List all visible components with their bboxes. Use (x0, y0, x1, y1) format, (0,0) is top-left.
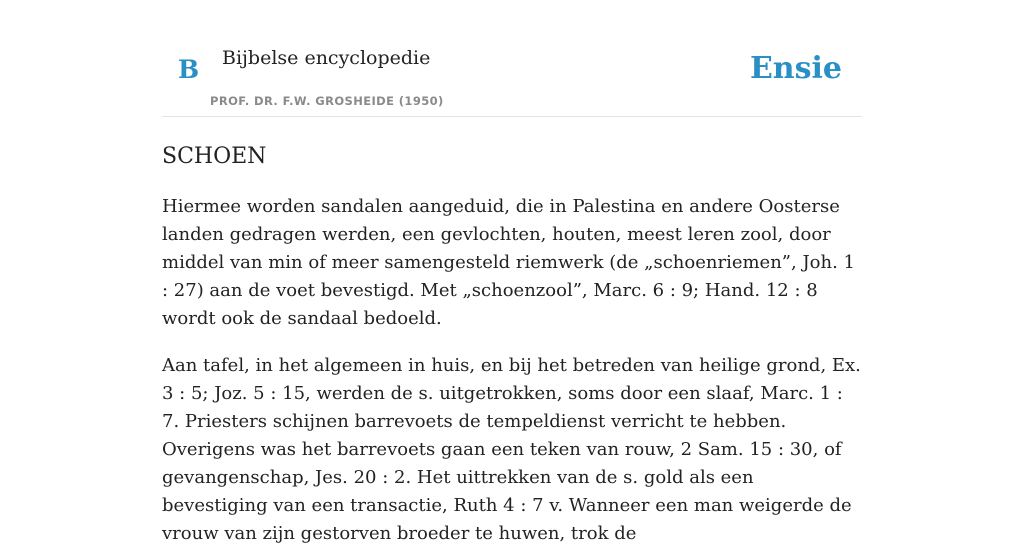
book-logo-icon[interactable]: B (178, 55, 200, 84)
ensie-brand-link[interactable]: Ensie (749, 51, 842, 86)
entry-paragraph: Hiermee worden sandalen aangeduid, die in Palestina en andere Oosterse landen gedragen werden, een gevlochten, houten, meest leren zool, door middel van min of meer samengesteld riemwerk (de „schoenriemen”, Joh. 1 : 27) aan de voet bevestigd. Met „schoenzool”, Marc. 6 : 9; Hand. 12 : 8 wordt ook de sandaal bedoeld. (162, 196, 855, 329)
page-container (162, 0, 862, 548)
entry-body (162, 193, 862, 548)
entry-paragraph: Aan tafel, in het algemeen in huis, en bij het betreden van heilige grond, Ex. 3 : 5; Joz. 5 : 15, werden de s. uitgetrokken, soms door een slaaf, Marc. 1 : 7. Priesters schijnen barrevoets de tempeldienst verricht te hebben. Overigens was het barrevoets gaan een teken van rouw, 2 Sam. 15 : 30, of gevangenschap, Jes. 20 : 2. Het uittrekken van de s. gold als een bevestiging van een transactie, Ruth 4 : 7 v. Wanneer een man weigerde de vrouw van zijn gestorven broeder te huwen, trok de (162, 355, 861, 544)
page-header (162, 0, 862, 117)
book-author: PROF. DR. F.W. GROSHEIDE (1950) (210, 94, 444, 108)
book-title[interactable]: Bijbelse encyclopedie (222, 47, 431, 69)
entry-title: SCHOEN (162, 144, 267, 169)
